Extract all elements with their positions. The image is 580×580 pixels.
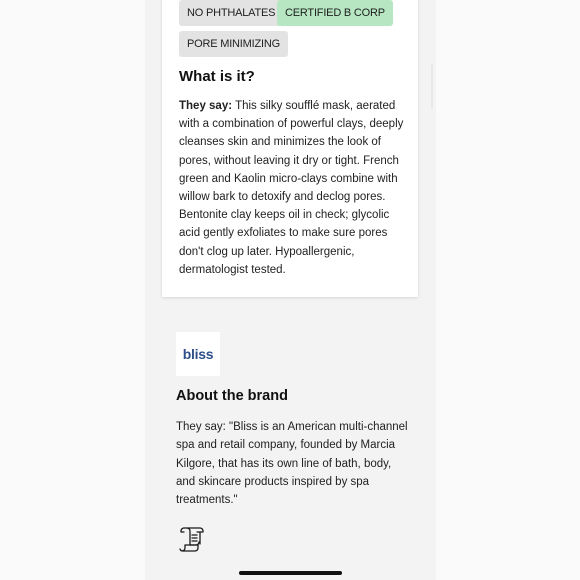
product-info-card — [162, 0, 418, 297]
tag-no-phthalates[interactable]: NO PHTHALATES — [179, 0, 283, 26]
about-brand-text: They say: "Bliss is an American multi-channel spa and retail company, founded by Marcia Kilgore, that has its own line of bath, body, and skincare products inspired by spa treatments." — [176, 421, 408, 507]
tag-certified-b-corp[interactable]: CERTIFIED B CORP — [277, 0, 393, 26]
brand-logo-text: bliss — [182, 346, 214, 362]
scroll-list-icon — [176, 523, 206, 553]
product-description — [179, 97, 407, 279]
brand-logo[interactable] — [176, 332, 220, 376]
scrollbar[interactable] — [431, 64, 433, 108]
what-is-it-heading: What is it? — [179, 68, 255, 85]
home-indicator[interactable] — [239, 571, 342, 575]
about-brand-heading: About the brand — [176, 388, 288, 404]
product-description-text: This silky soufflé mask, aerated with a combination of powerful clays, deeply cleanses skin and minimizes the look of pores, without leaving it dry or tight. French green and Kaolin micro-clays combine with willow bark to detoxify and declog pores. Bentonite clay keeps oil in check; glycolic acid gently exfoliates to make sure pores don't clog up later. Hypoallergenic, dermatologist tested. — [179, 100, 404, 276]
they-say-label: They say: — [179, 100, 233, 112]
tag-pore-minimizing[interactable]: PORE MINIMIZING — [179, 31, 288, 57]
